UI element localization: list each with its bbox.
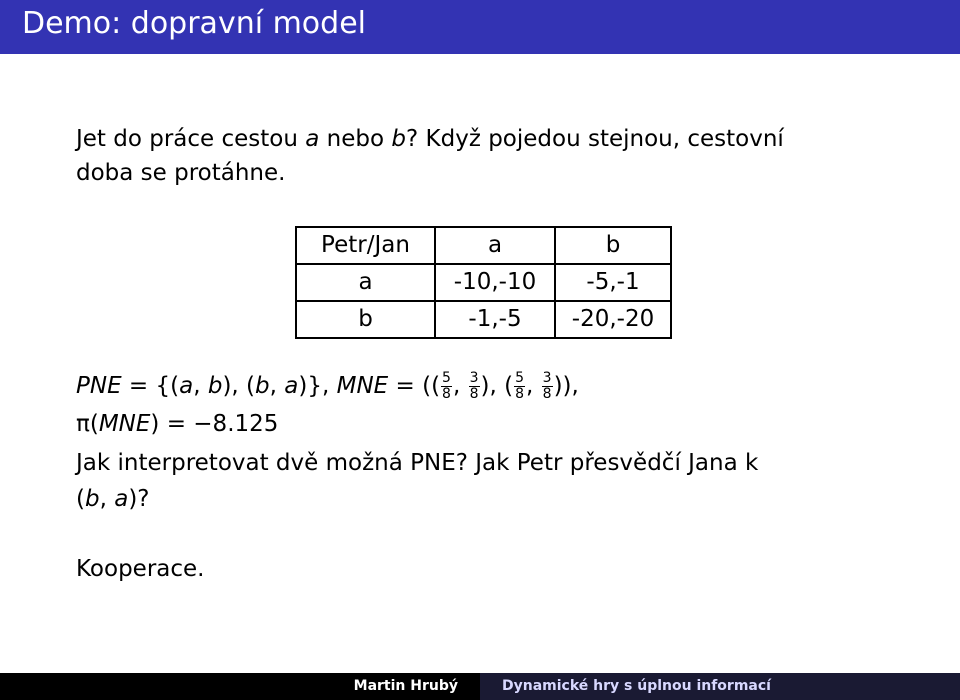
intro-line-2: doba se protáhne. xyxy=(76,160,286,186)
table-cell: -5,-1 xyxy=(555,264,671,301)
fraction-denominator: 8 xyxy=(515,386,525,402)
eq-text: )}, xyxy=(298,373,337,399)
pi-symbol: π( xyxy=(76,411,99,437)
table-cell: -20,-20 xyxy=(555,301,671,338)
eq-var: a xyxy=(284,373,299,399)
footer-author-box xyxy=(0,673,480,700)
eq-text: ), ( xyxy=(222,373,256,399)
fraction-denominator: 8 xyxy=(469,386,479,402)
fraction xyxy=(469,371,480,402)
eq-var: a xyxy=(179,373,194,399)
table-cell: b xyxy=(296,301,435,338)
pi-value: ) = −8.125 xyxy=(150,411,279,437)
footer-course: Dynamické hry s úplnou informací xyxy=(502,678,771,694)
table-row xyxy=(296,301,671,338)
intro-text-3: ? Když pojedou stejnou, cestovní xyxy=(406,126,784,152)
fraction-denominator: 8 xyxy=(442,386,451,402)
route-b: b xyxy=(391,126,407,152)
intro-text-2: nebo xyxy=(319,126,392,152)
footer xyxy=(0,673,960,700)
table-header-cell: Petr/Jan xyxy=(296,227,435,264)
payoff-table xyxy=(295,226,672,339)
equilibria-block xyxy=(76,367,946,443)
expected-payoff-line xyxy=(76,405,946,443)
question-block xyxy=(76,445,946,517)
eq-text: , xyxy=(269,373,285,399)
table-header-cell: b xyxy=(555,227,671,264)
intro-text xyxy=(76,122,936,190)
eq-text: , xyxy=(193,373,208,399)
table-row xyxy=(296,264,671,301)
question-paragraph xyxy=(76,445,946,517)
fraction-numerator: 3 xyxy=(469,370,479,386)
table-header-cell: a xyxy=(435,227,555,264)
route-a: a xyxy=(305,126,320,152)
eq-text: , xyxy=(452,373,468,399)
intro-text-1: Jet do práce cestou xyxy=(76,126,306,152)
table-cell: -1,-5 xyxy=(435,301,555,338)
fraction xyxy=(441,371,452,402)
eq-text: , xyxy=(526,373,541,399)
eq-text: ), ( xyxy=(480,373,514,399)
equilibria-line xyxy=(76,367,946,405)
eq-text: = {( xyxy=(121,373,180,399)
question-text: )? xyxy=(128,486,150,512)
pne-label: PNE xyxy=(76,373,122,399)
question-text: ( xyxy=(76,486,85,512)
slide-title: Demo: dopravní model xyxy=(22,6,366,41)
mne-label: MNE xyxy=(336,373,389,399)
eq-var: b xyxy=(207,373,223,399)
question-var: a xyxy=(114,486,129,512)
eq-text: = (( xyxy=(388,373,441,399)
pi-mne: MNE xyxy=(98,411,151,437)
eq-var: b xyxy=(255,373,270,399)
conclusion-text: Kooperace. xyxy=(76,556,205,582)
table-cell: a xyxy=(296,264,435,301)
fraction-denominator: 8 xyxy=(542,386,552,402)
footer-course-box xyxy=(480,673,960,700)
slide-title-bar xyxy=(0,0,960,54)
fraction-numerator: 3 xyxy=(542,370,552,386)
fraction xyxy=(542,371,553,402)
footer-author: Martin Hrubý xyxy=(353,678,458,694)
table-header-row xyxy=(296,227,671,264)
fraction-numerator: 5 xyxy=(515,370,525,386)
fraction xyxy=(514,371,525,402)
question-line-1: Jak interpretovat dvě možná PNE? Jak Petr přesvědčí Jana k xyxy=(76,450,759,476)
eq-text: )), xyxy=(553,373,579,399)
table-cell: -10,-10 xyxy=(435,264,555,301)
fraction-numerator: 5 xyxy=(442,370,451,386)
question-var: b xyxy=(84,486,100,512)
question-text: , xyxy=(99,486,115,512)
intro-paragraph xyxy=(76,122,936,190)
